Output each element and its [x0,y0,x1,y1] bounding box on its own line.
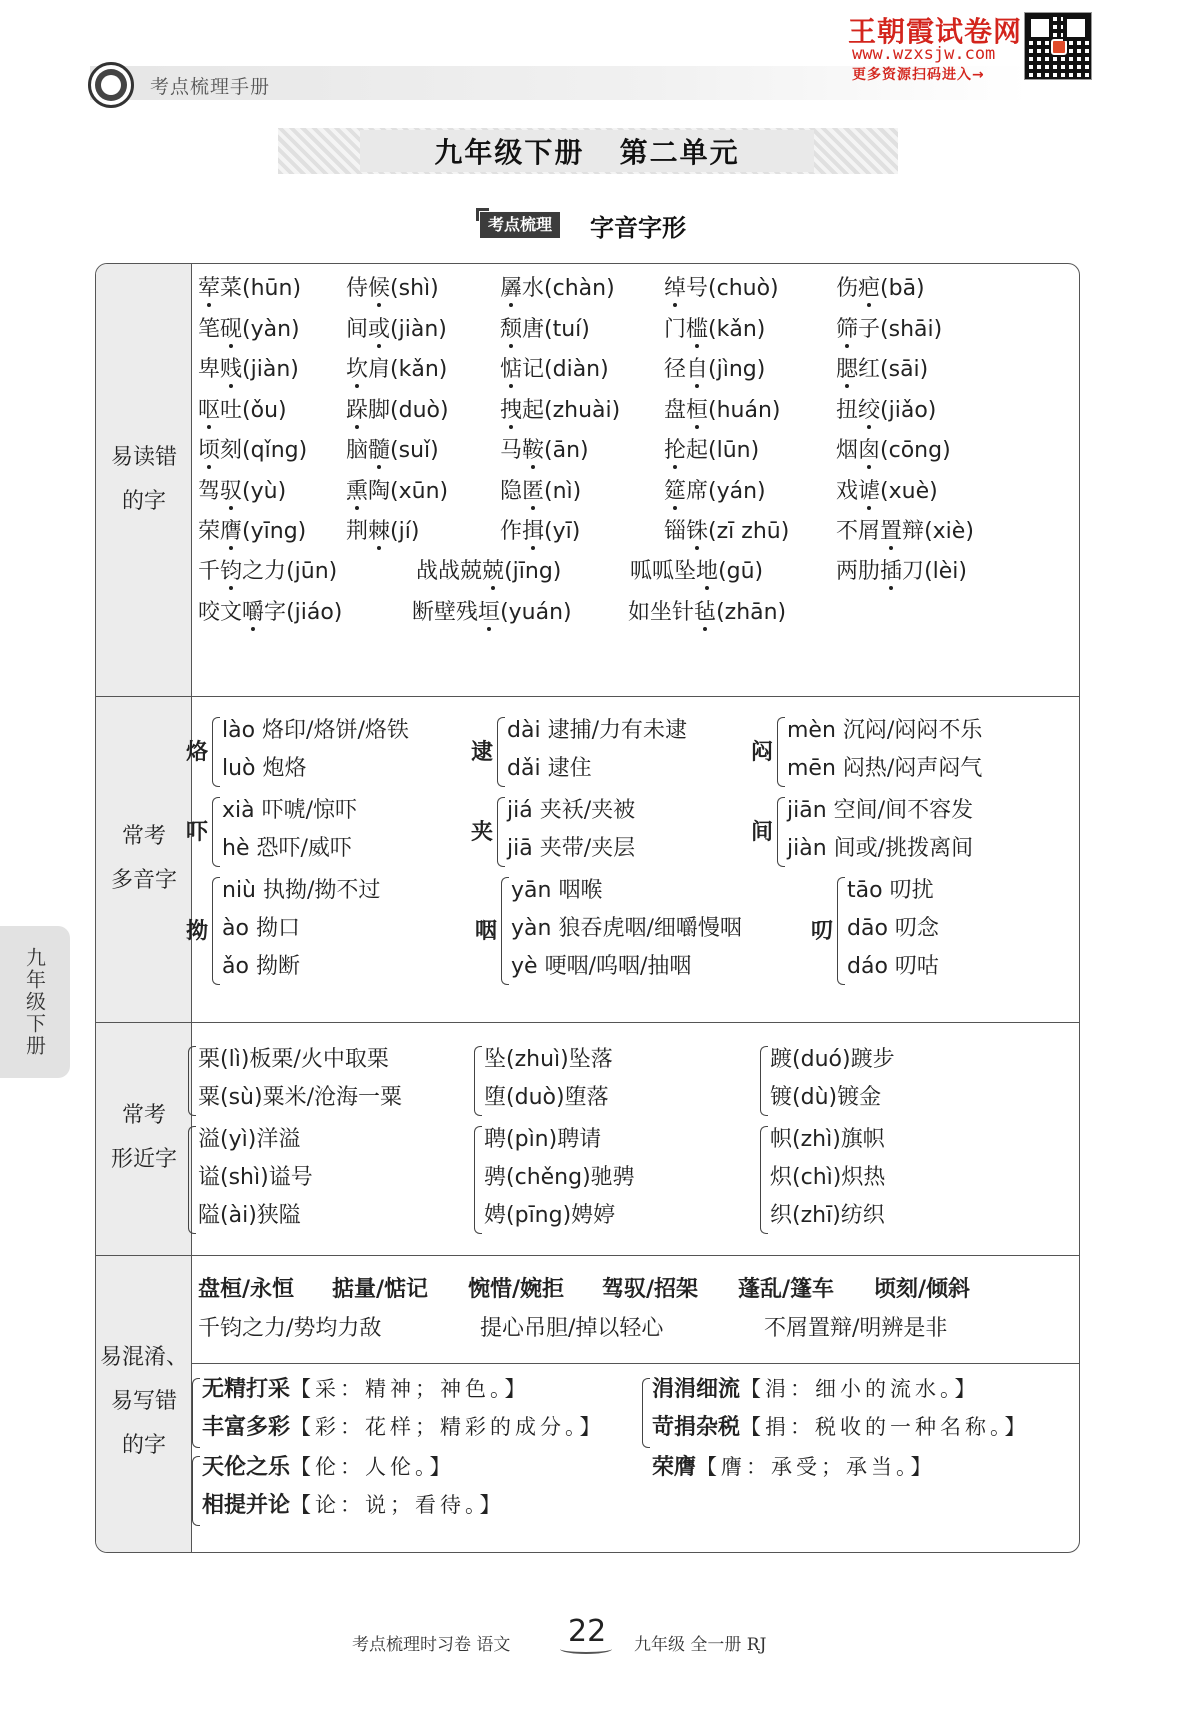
polyphonic-reading: niù 执拗/拗不过 [222,878,381,903]
confused-pair: 不屑置辩/明辨是非 [764,1316,948,1341]
misread-term: 羼水(chàn) [500,276,615,301]
misread-term: 筵席(yán) [664,478,766,504]
misread-term: 顷刻(qǐng) [198,438,308,463]
polyphonic-reading: dài 逮捕/力有未逮 [507,718,687,743]
misread-term: 抡起(lūn) [664,438,760,463]
polyphonic-reading: jiàn 间或/挑拨离间 [787,836,974,861]
similar-term: 堕(duò)堕落 [484,1085,609,1110]
polyphonic-char: 拗 [186,919,209,944]
confused-note: 荣膺【膺：承受；承当。】 [652,1454,936,1480]
confused-pair: 千钧之力/势均力敌 [198,1316,382,1341]
polyphonic-char: 叨 [811,919,834,944]
misread-term: 荆棘(jí) [346,519,420,544]
polyphonic-reading: ǎo 拗断 [222,954,300,979]
brace-icon [474,1046,482,1116]
misread-term: 绰号(chuò) [664,276,779,301]
side-tab-label: 九年级下册 [22,947,47,1057]
confused-note: 丰富多彩【彩：花样；精彩的成分。】 [202,1414,605,1440]
misread-term: 脑髓(suǐ) [346,438,439,463]
brace-icon [642,1378,650,1448]
brace-icon [212,797,220,867]
brace-icon [192,1378,200,1448]
polyphonic-reading: ào 拗口 [222,916,300,941]
brace-icon [777,797,785,867]
polyphonic-reading: dāo 叨念 [847,916,939,941]
polyphonic-char: 间 [751,820,774,845]
misread-term: 筛子(shāi) [836,316,943,342]
confused-note: 天伦之乐【伦：人伦。】 [202,1454,455,1480]
misread-term: 盘桓(huán) [664,397,781,423]
confused-pair: 掂量/惦记 [332,1276,429,1302]
confused-pair: 惋惜/婉拒 [468,1276,565,1302]
polyphonic-char: 咽 [475,919,498,944]
misread-term: 烟囱(cōng) [836,438,951,463]
misread-term: 伤疤(bā) [836,276,925,301]
confused-note: 无精打采【采：精神；神色。】 [202,1376,530,1402]
row-divider-inner [192,1363,1080,1364]
misread-term: 锱铢(zī zhū) [664,519,790,544]
brace-icon [474,1126,482,1234]
misread-term: 驾驭(yù) [198,478,287,504]
qr-code-icon[interactable] [1024,12,1092,80]
misread-term: 作揖(yī) [500,519,581,544]
misread-idiom: 断壁残垣(yuán) [412,599,572,625]
brace-icon [760,1046,768,1116]
confused-pair: 提心吊胆/掉以轻心 [480,1316,664,1341]
polyphonic-reading: hè 恐吓/威吓 [222,836,352,861]
brace-icon [837,877,845,985]
confused-note: 涓涓细流【涓：细小的流水。】 [652,1376,980,1402]
similar-term: 帜(zhì)旗帜 [770,1127,885,1152]
misread-term: 马鞍(ān) [500,438,589,463]
brace-icon [760,1126,768,1234]
misread-term: 径自(jìng) [664,357,766,382]
misread-term: 呕吐(ǒu) [198,397,287,423]
confused-pair: 顷刻/倾斜 [874,1276,971,1302]
confused-pair: 蓬乱/篷车 [738,1276,835,1302]
brace-icon [501,877,509,985]
misread-term: 颓唐(tuí) [500,316,590,342]
logo [88,62,134,108]
brace-icon [497,797,505,867]
polyphonic-reading: yè 哽咽/呜咽/抽咽 [511,954,692,979]
polyphonic-reading: mèn 沉闷/闷闷不乐 [787,718,983,743]
misread-term: 门槛(kǎn) [664,316,766,342]
brace-icon [188,1126,196,1234]
similar-term: 谥(shì)谥号 [198,1165,313,1190]
brand-tagline: 更多资源扫码进入→ [852,67,985,83]
misread-term: 戏谑(xuè) [836,478,938,504]
brace-icon [212,877,220,985]
polyphonic-reading: yān 咽喉 [511,878,603,903]
category-polyphonic: 常考 多音字 [110,824,177,893]
polyphonic-reading: jiá 夹袄/夹被 [507,798,636,823]
brand-name[interactable]: 王朝霞试卷网 [848,15,1023,48]
similar-term: 踱(duó)踱步 [770,1047,895,1072]
similar-term: 聘(pìn)聘请 [484,1127,602,1152]
misread-term: 侍候(shì) [346,276,439,301]
brace-icon [497,717,505,787]
misread-term: 熏陶(xūn) [346,478,449,504]
header-title: 考点梳理手册 [150,76,271,98]
misread-idiom: 呱呱坠地(gū) [630,559,764,584]
polyphonic-reading: dǎi 逮住 [507,756,592,781]
confused-note: 相提并论【论：说；看待。】 [202,1492,505,1518]
confused-pair: 驾驭/招架 [602,1276,699,1302]
similar-term: 织(zhī)纺织 [770,1203,885,1228]
misread-idiom: 两肋插刀(lèi) [836,559,967,584]
misread-term: 笔砚(yàn) [198,316,300,342]
polyphonic-reading: yàn 狼吞虎咽/细嚼慢咽 [511,916,742,941]
section-title: 字音字形 [590,214,686,242]
polyphonic-reading: dáo 叨咕 [847,954,939,979]
misread-idiom: 如坐针毡(zhān) [628,599,787,625]
polyphonic-reading: mēn 闷热/闷声闷气 [787,756,983,781]
brace-icon [188,1046,196,1116]
misread-term: 隐匿(nì) [500,478,582,504]
row-divider [96,696,1079,697]
confused-pair: 盘桓/永恒 [198,1276,295,1302]
similar-term: 溢(yì)洋溢 [198,1127,301,1152]
polyphonic-reading: luò 炮烙 [222,756,307,781]
polyphonic-reading: jiā 夹带/夹层 [507,836,636,861]
side-tab [0,926,70,1078]
brace-icon [777,717,785,787]
footer-right: 九年级 全一册 RJ [634,1635,767,1655]
polyphonic-reading: jiān 空间/间不容发 [787,798,974,823]
brace-icon [212,717,220,787]
polyphonic-char: 夹 [471,820,494,845]
misread-term: 荤菜(hūn) [198,276,302,301]
category-similar: 常考 形近字 [110,1103,177,1172]
similar-term: 骋(chěng)驰骋 [484,1165,635,1190]
misread-term: 荣膺(yīng) [198,519,307,544]
similar-term: 隘(ài)狭隘 [198,1203,301,1228]
misread-term: 卑贱(jiàn) [198,357,299,382]
misread-term: 不屑置辩(xiè) [836,519,974,544]
section-tag: 考点梳理 [480,212,560,238]
polyphonic-reading: xià 吓唬/惊吓 [222,798,358,823]
misread-term: 惦记(diàn) [500,357,609,382]
misread-term: 扭绞(jiǎo) [836,397,937,423]
misread-idiom: 战战兢兢(jīng) [416,559,562,584]
brace-icon [192,1456,200,1526]
polyphonic-reading: lào 烙印/烙饼/烙铁 [222,718,409,743]
row-divider [96,1255,1079,1256]
similar-term: 坠(zhuì)坠落 [484,1047,613,1072]
polyphonic-char: 逮 [471,740,494,765]
misread-term: 跺脚(duò) [346,397,449,423]
misread-term: 拽起(zhuài) [500,397,621,423]
category-confused: 易混淆、 易写错 的字 [99,1345,188,1458]
similar-term: 镀(dù)镀金 [770,1085,882,1110]
title-banner [360,130,814,172]
similar-term: 娉(pīng)娉婷 [484,1203,616,1228]
misread-term: 腮红(sāi) [836,357,929,382]
page-number: 22 [568,1614,607,1649]
row-divider [96,1022,1079,1023]
misread-term: 坎肩(kǎn) [346,357,448,382]
polyphonic-char: 吓 [186,820,209,845]
page-number-ornament [560,1644,612,1654]
page-title: 九年级下册 第二单元 [434,136,740,169]
polyphonic-char: 闷 [751,740,774,765]
footer-left: 考点梳理时习卷 语文 [352,1635,511,1655]
polyphonic-char: 烙 [186,740,209,765]
misread-term: 间或(jiàn) [346,316,447,342]
misread-idiom: 千钧之力(jūn) [198,559,338,584]
similar-term: 栗(lì)板栗/火中取栗 [198,1047,389,1072]
content-table [95,263,1080,1553]
similar-term: 炽(chì)炽热 [770,1165,886,1190]
category-misread: 易读错 的字 [110,445,177,514]
similar-term: 粟(sù)粟米/沧海一粟 [198,1085,403,1110]
confused-note: 苛捐杂税【捐：税收的一种名称。】 [652,1414,1030,1440]
polyphonic-reading: tāo 叨扰 [847,878,934,903]
brand-url[interactable]: www.wzxsjw.com [852,44,996,64]
misread-idiom: 咬文嚼字(jiáo) [198,599,343,625]
